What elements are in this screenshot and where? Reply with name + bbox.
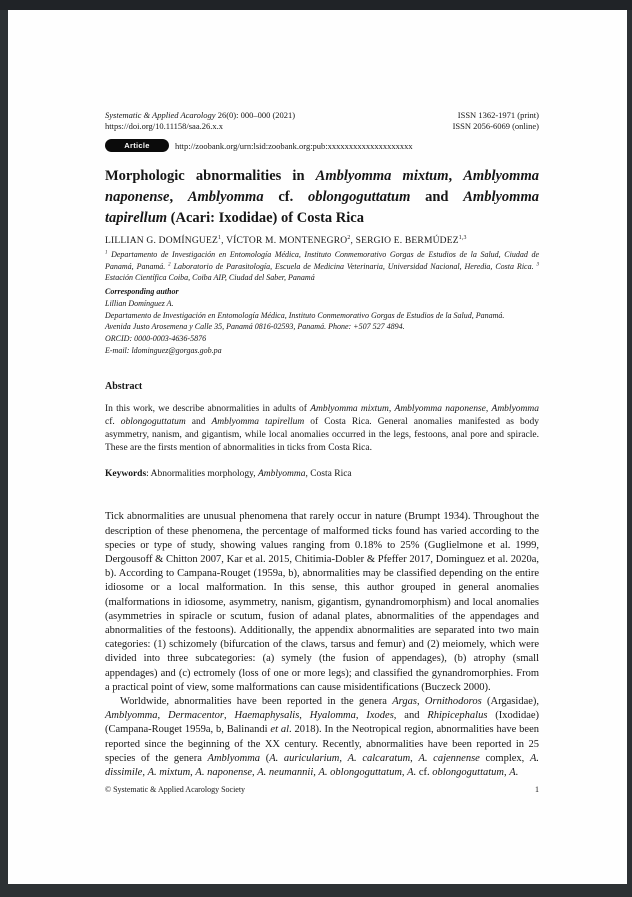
affiliations: $^1$ Departamento de Investigación en Entomología Médica, Instituto Conmemorativo Gorgas de Estudios de la Salud, Ciudad de Panamá, Panamá. $^2$ Laboratorio de Parasitología, Escuela de Medicina Veterinaria, Universidad Nacional, Heredia, Costa Rica. $^3$ Estación Científica Coiba, Coiba AIP, Ciudad del Saber, Panamá: [105, 250, 540, 283]
zoobank-url: http://zoobank.org/urn:lsid:zoobank.org:pub:xxxxxxxxxxxxxxxxxxxx: [175, 140, 413, 151]
journal-title-line: Systematic & Applied Acarology 26(0): 000–000 (2021): [105, 110, 296, 120]
corresponding-author-block: [105, 286, 539, 356]
abstract-text: In this work, we describe abnormalities in adults of Amblyomma mixtum, Amblyomma naponense, Amblyomma cf. oblongoguttatum and Amblyomma tapirellum of Costa Rica. General anomalies manifested as body asymmetry, nanism, and gigantism, while local anomalies occurred in the legs, festoons, anal pore and spiracle. These are the firsts mention of abnormalities in ticks from Costa Rica.: [105, 404, 540, 454]
article-badge: Article: [105, 139, 169, 152]
scan-frame-top: [0, 0, 632, 10]
footer-copyright: © Systematic & Applied Acarology Society: [105, 785, 246, 794]
body-paragraph-1: Tick abnormalities are unusual phenomena that rarely occur in nature (Brumpt 1934). Throughout the description of these phenomena, the percentage of malformed ticks found has varied according to the species or type of study, showing values ranging from 0.18% to 25% (Guglielmone et al. 1999, Dergousoff & Chitton 2007, Kar et al. 2015, Chitimia-Dobler & Pfeffer 2017, Dominguez et al. 2020a, b). According to Campana-Rouget (1959a, b), abnormalities may be classified depending on the entire idiosome or a local malformation. In this sense, this author grouped in general anomalies (malformations in idiosome, asymmetry, nanism, gigantism, gynandromorphism) and local anomalies (asymmetries in spiracle or scutum, fusion of adanal plates, abnormalities of the appendages and abnormalities of the festoons). Additionally, the appendix abnormalities are separated into two main categories: (1) schizomely (bifurcation of the claws, tarsus and femur) and (2) meiomely, which were divided into three subcategories: (a) symely (the fusion of appendages), (b) atrophy (small appendages) and (c) ectromely (loss of one or more legs); and classified the gynandromorphies. From a practical point of view, some malformations can cause misidentifications (Buczeck 2000).: [105, 511, 539, 693]
corresponding-heading: Corresponding author: [105, 287, 179, 297]
corresponding-orcid: ORCID: 0000-0003-4636-5876: [105, 333, 207, 343]
authors-line: LILLIAN G. DOMÍNGUEZ$^1$, VÍCTOR M. MONTENEGRO$^2$, SERGIO E. BERMÚDEZ$^{1,3}$: [105, 234, 467, 246]
page-number: 1: [535, 785, 539, 794]
abstract-heading: Abstract: [105, 381, 143, 393]
corresponding-email: E-mail: ldominguez@gorgas.gob.pa: [105, 345, 222, 355]
issn-print: ISSN 1362-1971 (print): [457, 110, 539, 120]
corresponding-address-2: Avenida Justo Arosemena y Calle 35, Panamá 0816-02593, Panamá. Phone: +507 527 4894.: [105, 322, 405, 332]
doi-link: https://doi.org/10.11158/saa.26.x.x: [105, 121, 223, 131]
corresponding-address-1: Departamento de Investigación en Entomología Médica, Instituto Conmemorativo Gorgas de Estudios de la Salud, Panamá.: [105, 310, 505, 320]
issn-block: [453, 110, 539, 132]
corresponding-name: Lillian Domínguez A.: [105, 298, 174, 308]
page-footer: [105, 785, 539, 794]
journal-info: [105, 110, 295, 132]
journal-header: [105, 110, 539, 132]
keywords-line: Keywords: Abnormalities morphology, Amblyomma, Costa Rica: [105, 469, 352, 480]
document-page: [8, 10, 627, 884]
paper-title: Morphologic abnormalities in Amblyomma mixtum, Amblyomma naponense, Amblyomma cf. oblongoguttatum and Amblyomma tapirellum (Acari: Ixodidae) of Costa Rica: [105, 168, 539, 226]
issn-online: ISSN 2056-6069 (online): [452, 121, 539, 131]
article-type-row: [105, 139, 539, 152]
page-content: [105, 110, 539, 780]
article-body: [105, 510, 539, 780]
body-paragraph-2: Worldwide, abnormalities have been reported in the genera Argas, Ornithodoros (Argasidae), Amblyomma, Dermacentor, Haemaphysalis, Hyalomma, Ixodes, and Rhipicephalus (Ixodidae) (Campana-Rouget 1959a, b, Balinandi et al. 2018). In the Neotropical region, abnormalities have been reported since the beginning of the XX century. Recently, abnormalities have been reported in 25 species of the genera Amblyomma (A. auricularium, A. calcaratum, A. cajennense complex, A. dissimile, A. mixtum, A. naponense, A. neumannii, A. oblongoguttatum, A. cf. oblongoguttatum, A.: [105, 695, 540, 778]
